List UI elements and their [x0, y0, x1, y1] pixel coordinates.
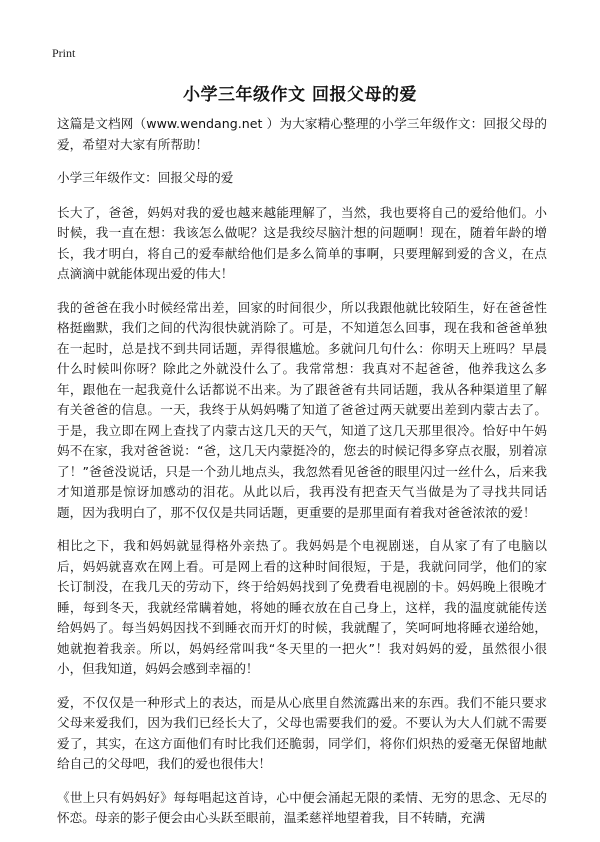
- body-paragraph: 《世上只有妈妈好》每每唱起这首诗，心中便会涌起无限的柔情、无穷的思念、无尽的怀恋。母亲的影子便会由心头跃至眼前，温柔慈祥地望着我，目不转睛，充满: [57, 789, 547, 825]
- body-paragraph: 爱，不仅仅是一种形式上的表达，而是从心底里自然流露出来的东西。我们不能只要求父母来爱我们，因为我们已经长大了，父母也需要我们的爱。不要认为大人们就不需要爱了，其实，在这方面他们有时比我们还脆弱，同学们，将你们炽热的爱毫无保留地献给自己的父母吧，我们的爱也很伟大！: [57, 694, 547, 771]
- body-paragraph: 长大了，爸爸，妈妈对我的爱也越来越能理解了，当然，我也要将自己的爱给他们。小时候，我一直在想：我该怎么做呢？这是我绞尽脑汁想的问题啊！现在，随着年龄的增长，我才明白，将自己的爱奉献给他们是多么简单的事啊，只要理解到爱的含义，在点点滴滴中就能体现出爱的伟大！: [57, 204, 547, 281]
- body-paragraph: 我的爸爸在我小时候经常出差，回家的时间很少，所以我跟他就比较陌生，好在爸爸性格挺幽默，我们之间的代沟很快就消除了。可是，不知道怎么回事，现在我和爸爸单独在一起时，总是找不到共同话题，弄得很尴尬。多就问几句什么：你明天上班吗？早晨什么时候叫你呀？除此之外就没什么了。我常常想：我真对不起爸爸，他养我这么多年，跟他在一起我竟什么话都说不出来。为了跟爸爸有共同话题，我从各种渠道里了解有关爸爸的信息。一天，我终于从妈妈嘴了知道了爸爸过两天就要出差到内蒙古去了。于是，我立即在网上查找了内蒙古这几天的天气，知道了这几天那里很冷。恰好中午妈妈不在家，我对爸爸说：“爸，这几天内蒙挺冷的，您去的时候记得多穿点衣服，别着凉了！”爸爸没说话，只是一个劲儿地点头，我忽然看见爸爸的眼里闪过一丝什么，后来我才知道那是惊讶加感动的泪花。从此以后，我再没有把查天气当做是为了寻找共同话题，因为我明白了，那不仅仅是共同话题，更重要的是那里面有着我对爸爸浓浓的爱！: [57, 299, 547, 520]
- document-body: [57, 114, 547, 842]
- body-paragraph: 相比之下，我和妈妈就显得格外亲热了。我妈妈是个电视剧迷，自从家了有了电脑以后，妈妈就喜欢在网上看。可是网上看的这种时间很短，于是，我就问同学，他们的家长订制没，在我几天的劳动下，终于给妈妈找到了免费看电视剧的卡。妈妈晚上很晚才睡，每到冬天，我就经常瞒着她，将她的睡衣放在自己身上，这样，我的温度就能传送给妈妈了。每当妈妈因找不到睡衣而开灯的时候，我就醒了，笑呵呵地将睡衣递给她，她就抱着我亲。所以，妈妈经常叫我“冬天里的一把火”！我对妈妈的爱，虽然很小很小，但我知道，妈妈会感到幸福的！: [57, 538, 547, 676]
- subtitle: 小学三年级作文：回报父母的爱: [57, 170, 234, 185]
- intro-paragraph: 这篇是文档网（www.wendang.net ）为大家精心整理的小学三年级作文：回报父母的爱，希望对大家有所帮助！: [57, 116, 547, 152]
- document-title: 小学三年级作文 回报父母的爱: [183, 85, 417, 105]
- print-label: Print: [52, 46, 76, 60]
